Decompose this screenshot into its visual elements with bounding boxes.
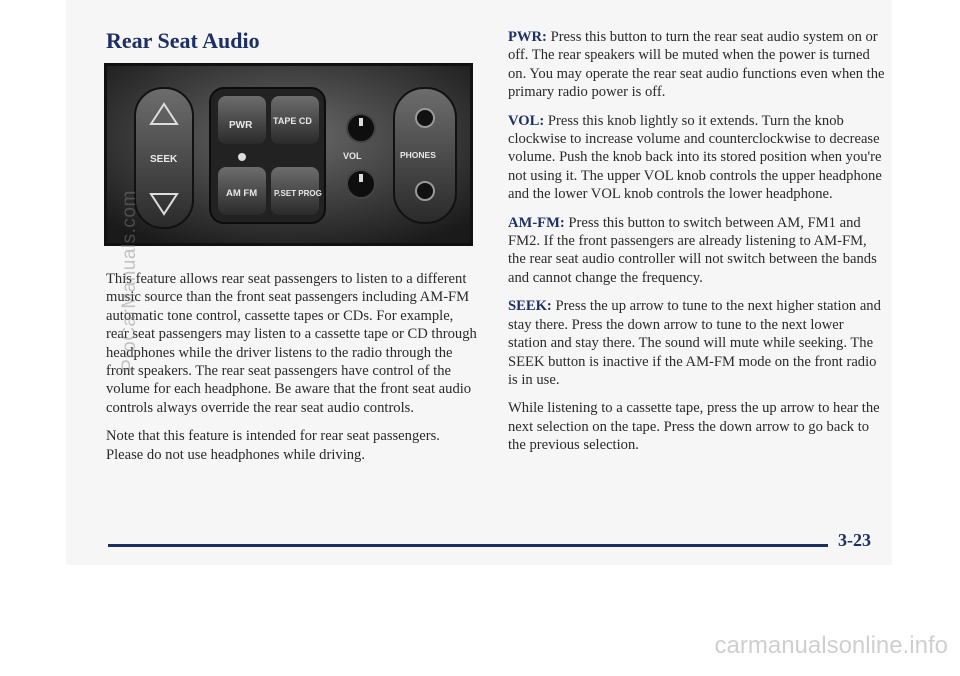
- amfm-text: Press this button to switch between AM, FM1 and FM2. If the front passengers are already listening to AM-FM, the rear seat audio controller will not switch between the bands and cannot change the frequency.: [508, 214, 877, 286]
- vol-description: [508, 112, 886, 204]
- phones-label: PHONES: [400, 150, 436, 160]
- pwr-label: PWR: [229, 120, 253, 131]
- rear-seat-audio-panel-photo: [104, 63, 473, 246]
- pwr-description: [508, 28, 886, 102]
- indicator-dot: [238, 153, 246, 161]
- tape-description: While listening to a cassette tape, press the up arrow to hear the next selection on the tape. Press the down arrow to go back to the previous selection.: [508, 400, 880, 454]
- left-column: [106, 270, 478, 474]
- section-heading: Rear Seat Audio: [106, 28, 260, 53]
- side-watermark: ProCarManuals.com: [119, 190, 140, 372]
- lower-headphone-jack[interactable]: [416, 182, 434, 200]
- right-column: [508, 28, 886, 465]
- footer-watermark[interactable]: carmanualsonline.info: [714, 632, 948, 659]
- pset-prog-label: P.SET PROG: [274, 189, 322, 198]
- page-number: 3-23: [838, 530, 871, 550]
- warning-paragraph: Note that this feature is intended for rear seat passengers. Please do not use headphones while driving.: [106, 428, 440, 463]
- amfm-term: AM-FM:: [508, 214, 565, 231]
- vol-term: VOL:: [508, 112, 545, 129]
- am-fm-label: AM FM: [226, 188, 258, 199]
- upper-headphone-jack[interactable]: [416, 109, 434, 127]
- pwr-term: PWR:: [508, 29, 547, 45]
- vol-label: VOL: [343, 151, 362, 161]
- footer-rule: [108, 544, 828, 547]
- tape-cd-label: TAPE CD: [273, 116, 312, 126]
- seek-term: SEEK:: [508, 298, 552, 315]
- seek-text: Press the up arrow to tune to the next higher station and stay there. Press the down arrow to tune to the next lower station and stay there. The sound will mute while seeking. The SEEK button is inactive if the AM-FM mode on the front radio is in use.: [508, 298, 881, 388]
- seek-label: SEEK: [150, 154, 178, 165]
- pwr-text: Press this button to turn the rear seat audio system on or off. The rear speakers will be muted when the power is turned on. You may operate the rear seat audio functions even when the primary radio power is off.: [508, 29, 885, 101]
- amfm-description: [508, 214, 886, 288]
- control-panel-illustration: [107, 66, 470, 243]
- seek-description: [508, 297, 886, 389]
- vol-text: Press this knob lightly so it extends. Turn the knob clockwise to increase volume and counterclockwise to decrease volume. Push the knob back into its stored position when you're not using it. The upper VOL knob controls the upper headphone and the lower VOL knob controls the lower headphone.: [508, 112, 882, 203]
- intro-paragraph: This feature allows rear seat passengers to listen to a different music source than the front seat passengers including AM-FM automatic tone control, cassette tapes or CDs. For example, rear seat passengers may listen to a cassette tape or CD through headphones while the driver listens to the radio through the front speakers. The rear seat passengers have control of the volume for each headphone. Be aware that the front seat audio controls always override the rear seat audio controls.: [106, 271, 477, 416]
